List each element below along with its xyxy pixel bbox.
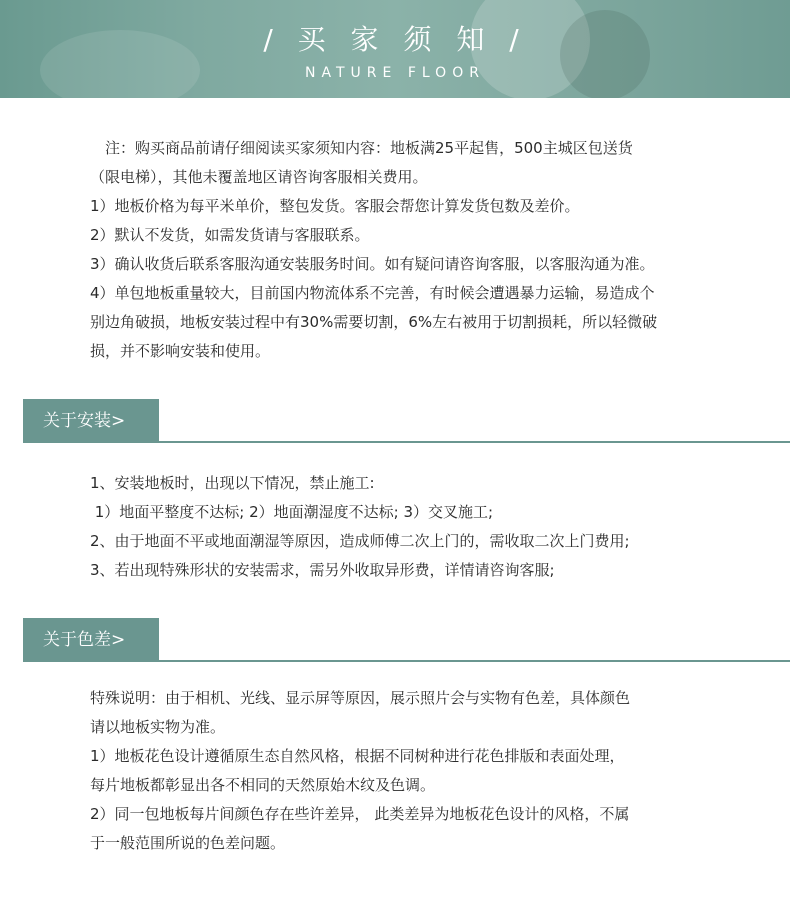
color-line: 请以地板实物为准。: [90, 718, 226, 736]
color-line: 1）地板花色设计遵循原生态自然风格，根据不同树种进行花色排版和表面处理，: [90, 747, 625, 765]
notice-line: 1）地板价格为每平米单价，整包发货。客服会帮您计算发货包数及差价。: [90, 197, 580, 215]
notice-line: 4）单包地板重量较大，目前国内物流体系不完善，有时候会遭遇暴力运输，易造成个: [90, 284, 655, 302]
notice-line: （限电梯），其他未覆盖地区请咨询客服相关费用。: [90, 168, 428, 186]
banner-subtitle: NATURE FLOOR: [305, 65, 485, 81]
install-line: 1、安装地板时，出现以下情况，禁止施工:: [90, 474, 375, 492]
install-line: 1）地面平整度不达标; 2）地面潮湿度不达标; 3）交叉施工;: [90, 503, 494, 521]
notice-line: 损，并不影响安装和使用。: [90, 342, 271, 360]
install-line: 3、若出现特殊形状的安装需求，需另外收取异形费，详情请咨询客服;: [90, 561, 555, 579]
notice-line: 2）默认不发货，如需发货请与客服联系。: [90, 226, 370, 244]
color-heading: 关于色差>: [23, 618, 159, 662]
divider: [159, 441, 790, 443]
color-line: 每片地板都彰显出各不相同的天然原始木纹及色调。: [90, 776, 436, 794]
notice-line: 注：购买商品前请仔细阅读买家须知内容：地板满25平起售，500主城区包送货: [90, 139, 633, 157]
banner-title: / 买 家 须 知 /: [263, 23, 527, 56]
divider: [159, 660, 790, 662]
install-section: [90, 469, 750, 585]
notice-line: 别边角破损，地板安装过程中有30%需要切割，6%左右被用于切割损耗，所以轻微破: [90, 313, 658, 331]
header-banner: [0, 0, 790, 98]
color-line: 特殊说明：由于相机、光线、显示屏等原因，展示照片会与实物有色差，具体颜色: [90, 689, 631, 707]
color-line: 2）同一包地板每片间颜色存在些许差异， 此类差异为地板花色设计的风格，不属: [90, 805, 630, 823]
notice-section: [90, 134, 750, 366]
install-section-header: [23, 399, 790, 443]
color-section-header: [23, 618, 790, 662]
install-line: 2、由于地面不平或地面潮湿等原因，造成师傅二次上门的，需收取二次上门费用;: [90, 532, 630, 550]
color-line: 于一般范围所说的色差问题。: [90, 834, 286, 852]
notice-line: 3）确认收货后联系客服沟通安装服务时间。如有疑问请咨询客服，以客服沟通为准。: [90, 255, 655, 273]
install-heading: 关于安装>: [23, 399, 159, 443]
color-section: [90, 684, 750, 858]
